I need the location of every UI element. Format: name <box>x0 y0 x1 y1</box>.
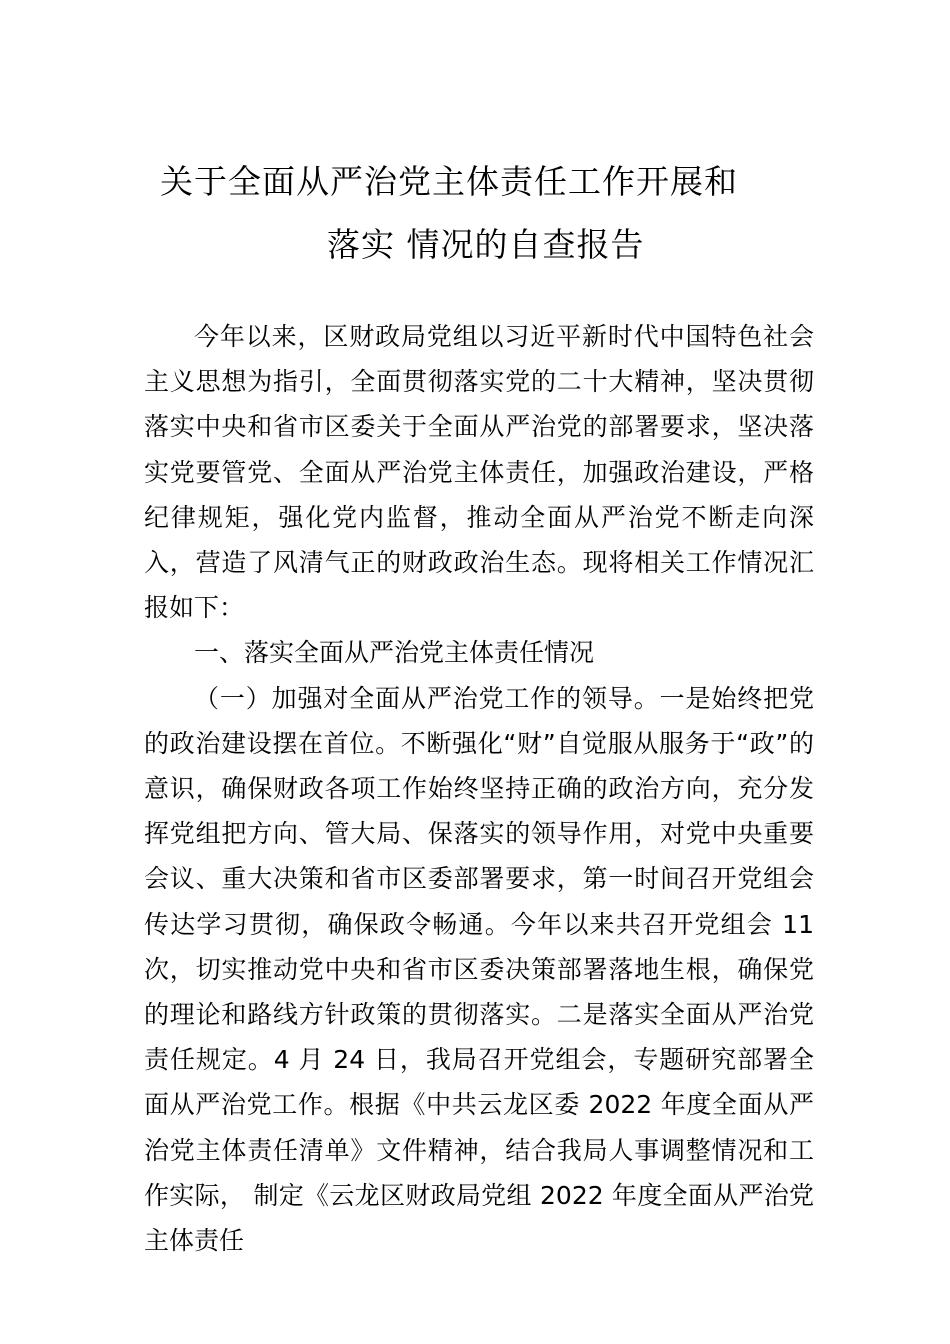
intro-paragraph: 今年以来，区财政局党组以习近平新时代中国特色社会主义思想为指引，全面贯彻落实党的二十大精神，坚决贯彻落实中央和省市区委关于全面从严治党的部署要求，坚决落实党要管党、全面从严治党主体责任，加强政治建设，严格纪律规矩，强化党内监督，推动全面从严治党不断走向深入，营造了风清气正的财政政治生态。现将相关工作情况汇报如下： <box>144 322 814 623</box>
document-body <box>144 314 814 1263</box>
section-1-heading: 一、落实全面从严治党主体责任情况 <box>194 638 595 668</box>
document-title-line-1: 关于全面从严治党主体责任工作开展和 <box>160 162 738 201</box>
document-title-line-2: 落实 情况的自查报告 <box>327 225 645 264</box>
section-1-paragraph-1: （一）加强对全面从严治党工作的领导。一是始终把党的政治建设摆在首位。不断强化“财”自觉服从服务于“政”的意识，确保财政各项工作始终坚持正确的政治方向，充分发挥党组把方向、管大局、保落实的领导作用，对党中央重要会议、重大决策和省市区委部署要求，第一时间召开党组会传达学习贯彻，确保政令畅通。今年以来共召开党组会 11 次，切实推动党中央和省市区委决策部署落地生根，确保党的理论和路线方针政策的贯彻落实。二是落实全面从严治党责任规定。4 月 24 日，我局召开党组会，专题研究部署全面从严治党工作。根据《中共云龙区委 2022 年度全面从严治党主体责任清单》文件精神，结合我局人事调整情况和工作实际， 制定《云龙区财政局党组 2022 年度全面从严治党主体责任 <box>144 683 814 1256</box>
